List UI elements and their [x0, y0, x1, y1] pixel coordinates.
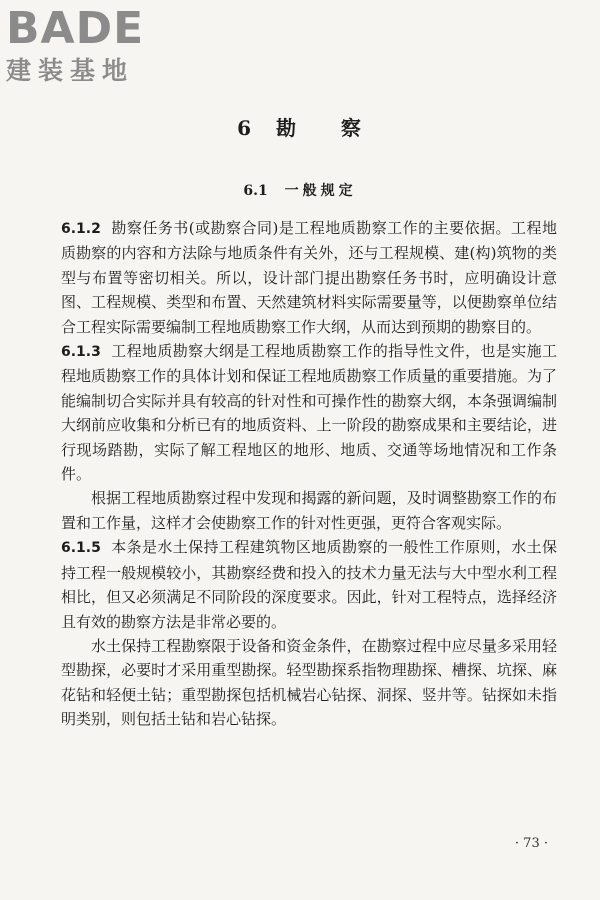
clause-text: 根据工程地质勘察过程中发现和揭露的新问题，及时调整勘察工作的布置和工作量，这样才会使勘察工作的针对性更强，更符合客观实际。 [61, 489, 557, 532]
clause-paragraph [61, 535, 557, 634]
section-number: 6.1 [243, 183, 268, 199]
clause-text: 本条是水土保持工程建筑物区地质勘察的一般性工作原则，水土保持工程一般规模较小，其勘察经费和投入的技术力量无法与大中型水利工程相比，但又必须满足不同阶段的深度要求。因此，针对工程特点，选择经济且有效的勘察方法是非常必要的。 [61, 538, 557, 631]
clause-text: 工程地质勘察大纲是工程地质勘察工作的指导性文件，也是实施工程地质勘察工作的具体计划和保证工程地质勘察工作质量的重要措施。为了能编制切合实际并具有较高的针对性和可操作性的勘察大纲，本条强调编制大纲前应收集和分析已有的地质资料、上一阶段的勘察成果和主要结论，进行现场踏勘，实际了解工程地区的地形、地质、交通等场地情况和工作条件。 [61, 342, 557, 484]
clause-number: 6.1.2 [61, 221, 101, 237]
continuation-paragraph [61, 634, 557, 732]
chapter-title-part1: 勘 [275, 116, 298, 140]
logo-brand-text: BADE [6, 3, 145, 54]
chapter-title [0, 112, 600, 141]
chapter-title-part2: 察 [340, 116, 363, 140]
clause-number: 6.1.3 [61, 344, 101, 361]
clause-number: 6.1.5 [61, 540, 101, 557]
clause-text: 勘察任务书(或勘察合同)是工程地质勘察工作的主要依据。工程地质勘察的内容和方法除与地质条件有关外，还与工程规模、建(构)筑物的类型与布置等密切相关。所以，设计部门提出勘察任务书时，应明确设计意图、工程规模、类型和布置、天然建筑材料实际需要量等，以便勘察单位结合工程实际需要编制工程地质勘察工作大纲，从而达到预期的勘察目的。 [61, 219, 557, 336]
clause-paragraph [61, 339, 557, 486]
brand-logo [6, 4, 176, 86]
section-heading [0, 180, 600, 200]
clause-text: 水土保持工程勘察限于设备和资金条件，在勘察过程中应尽量多采用轻型勘探，必要时才采用重型勘探。轻型勘探系指物理勘探、槽探、坑探、麻花钻和轻便土钻；重型勘探包括机械岩心钻探、洞探、竖井等。钻探如未指明类别，则包括土钻和岩心钻探。 [61, 636, 557, 729]
body-text [61, 216, 557, 732]
page-number: · 73 · [514, 836, 548, 851]
continuation-paragraph [61, 486, 557, 535]
logo-subtitle: 建装基地 [6, 56, 135, 85]
clause-paragraph [61, 216, 557, 339]
section-title: 一般规定 [284, 183, 357, 199]
chapter-number: 6 [237, 116, 253, 140]
